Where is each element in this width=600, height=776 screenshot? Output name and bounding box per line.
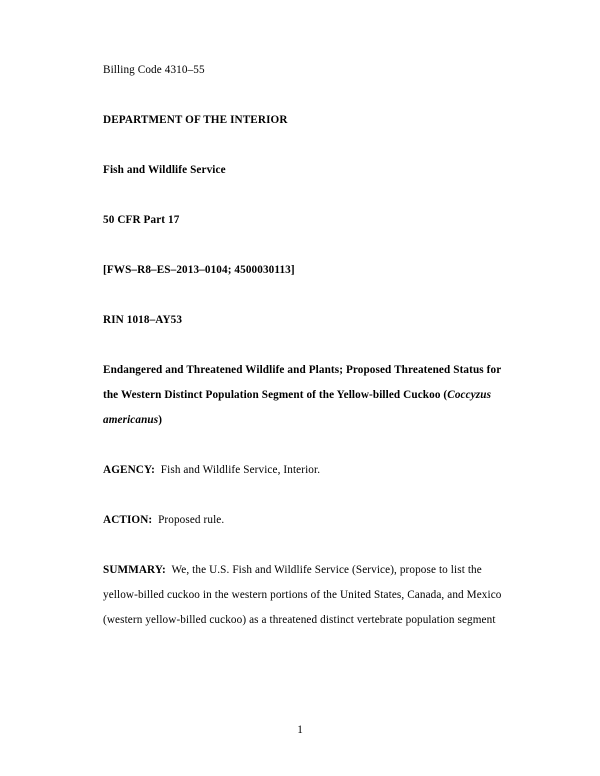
docket-number: [FWS–R8–ES–2013–0104; 4500030113] [103,264,295,276]
rin-number: RIN 1018–AY53 [103,314,183,326]
scientific-name-genus: Coccyzus [447,389,492,401]
agency-field [103,458,533,483]
rule-title-block [103,358,533,433]
agency-field-block [103,458,533,483]
action-field-value: Proposed rule. [158,514,225,526]
summary-field-label: SUMMARY: [103,564,166,576]
action-field [103,508,533,533]
cfr-part-block [103,208,533,233]
agency-heading-block [103,158,533,183]
summary-field-line-3: (western yellow-billed cuckoo) as a threatened distinct vertebrate population segment [103,614,496,626]
page-footer [0,722,600,738]
scientific-name-species: americanus [103,414,159,426]
rule-title-line-2-text: the Western Distinct Population Segment of the Yellow-billed Cuckoo ( [103,389,448,401]
cfr-part: 50 CFR Part 17 [103,214,180,226]
rin-block [103,308,533,333]
billing-code-block [103,58,533,83]
rule-title-line-3-suffix: ) [158,414,163,426]
docket-number-block [103,258,533,283]
rule-title-line-1: Endangered and Threatened Wildlife and Plants; Proposed Threatened Status for [103,364,502,376]
agency-heading: Fish and Wildlife Service [103,164,226,176]
action-field-block [103,508,533,533]
billing-code: Billing Code 4310–55 [103,64,205,76]
page-number: 1 [297,724,303,736]
summary-field-line-2: yellow-billed cuckoo in the western portions of the United States, Canada, and Mexico [103,589,502,601]
summary-field-block [103,558,533,633]
department-heading: DEPARTMENT OF THE INTERIOR [103,114,288,126]
agency-field-label: AGENCY: [103,464,155,476]
rule-title-line-2 [103,383,533,408]
document-body [103,58,533,633]
rule-title-line-3 [103,408,533,433]
action-field-label: ACTION: [103,514,153,526]
department-heading-block [103,108,533,133]
agency-field-value: Fish and Wildlife Service, Interior. [160,464,321,476]
summary-field-value: We, the U.S. Fish and Wildlife Service (Service), propose to list the [171,564,482,576]
summary-field-line-1 [103,558,533,583]
